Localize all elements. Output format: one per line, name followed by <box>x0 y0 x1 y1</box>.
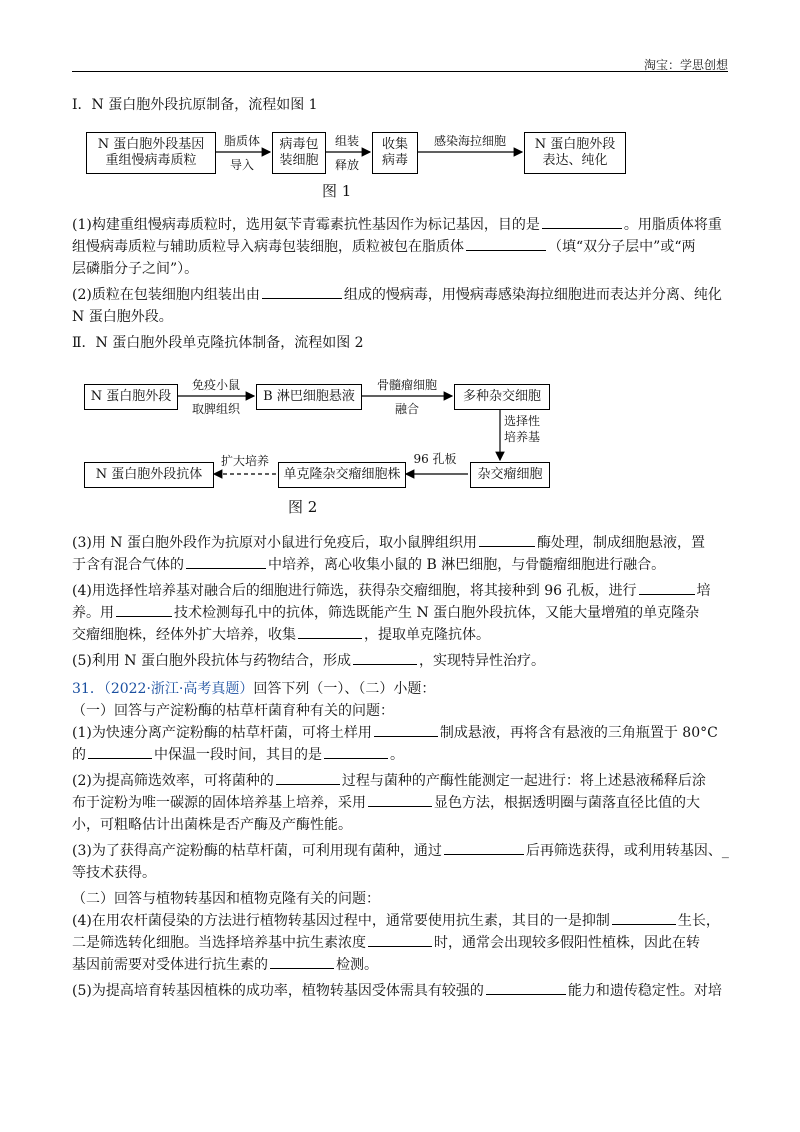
fig1-box3-line1: 收集 <box>381 137 408 152</box>
fig1-arrow1-bottom: 导入 <box>229 158 254 172</box>
s2-q4-text-c: 养。用 <box>72 605 114 621</box>
s2-q4-line1 <box>72 580 728 602</box>
q31-q1-text-a: (1)为快速分离产淀粉酶的枯草杆菌，可将土样用 <box>72 725 372 741</box>
answer-blank[interactable] <box>479 532 535 547</box>
fig1-caption: 图 1 <box>322 182 352 200</box>
s2-q3-line1 <box>72 532 728 554</box>
answer-blank[interactable] <box>324 744 388 759</box>
answer-blank[interactable] <box>486 980 566 995</box>
fig2-caption: 图 2 <box>288 498 318 516</box>
s2-q5-text-a: (5)利用 N 蛋白胞外段抗体与药物结合，形成 <box>72 653 351 669</box>
fig2-box-antigen: N 蛋白胞外段 <box>84 384 178 410</box>
q31-source: （2022·浙江·高考真题） <box>103 681 254 697</box>
fig2-box-antibody: N 蛋白胞外段抗体 <box>84 462 214 488</box>
answer-blank[interactable] <box>368 792 432 807</box>
fig1-box4-line2: 表达、纯化 <box>542 153 608 168</box>
fig1-box1-line2: 重组慢病毒质粒 <box>105 153 197 168</box>
q31-part1-title: （一）回答与产淀粉酶的枯草杆菌育种有关的问题： <box>72 703 394 719</box>
q31-q3-text-a: (3)为了获得高产淀粉酶的枯草杆菌，可利用现有菌种，通过 <box>72 843 442 859</box>
fig1-box3-line2: 病毒 <box>381 153 408 168</box>
s2-q3-line2 <box>72 554 728 576</box>
q31-q4-line1 <box>72 910 728 932</box>
s2-q4-text-f: ，提取单克隆抗体。 <box>364 627 490 643</box>
answer-blank[interactable] <box>276 770 340 785</box>
q31-q2-text-b: 过程与菌种的产酶性能测定一起进行：将上述悬液稀释后涂 <box>341 773 706 789</box>
q31-q4-text-a: (4)在用农杆菌侵染的方法进行植物转基因过程中，通常要使用抗生素，其目的一是抑制 <box>72 913 610 929</box>
q31-q3-line2: 等技术获得。 <box>72 865 156 881</box>
q31-q3-line1 <box>72 840 728 862</box>
answer-blank[interactable] <box>88 744 152 759</box>
s2-q4-text-e: 交瘤细胞株，经体外扩大培养，收集 <box>72 627 296 643</box>
q31-header <box>72 678 728 700</box>
fig1-arrow2-top: 组装 <box>334 134 359 148</box>
q31-q2-text-a: (2)为提高筛选效率，可将菌种的 <box>72 773 274 789</box>
answer-blank[interactable] <box>270 954 334 969</box>
section2-title: Ⅱ．N 蛋白胞外段单克隆抗体制备，流程如图 2 <box>72 335 364 351</box>
q31-q1-text-d: 中保温一段时间，其目的是 <box>154 747 322 763</box>
fig1-arrow3-top: 感染海拉细胞 <box>433 134 506 148</box>
q31-q2-line2 <box>72 792 728 814</box>
s1-q1-line3: 层磷脂分子之间”）。 <box>72 261 199 277</box>
fig2-arrow1-bottom: 取脾组织 <box>191 402 240 416</box>
q31-q2-line3: 小，可粗略估计出菌株是否产酶及产酶性能。 <box>72 817 352 833</box>
q31-q4-text-d: 时，通常会出现较多假阳性植株，因此在转 <box>434 935 700 951</box>
s2-q4-line2 <box>72 602 728 624</box>
q31-q4-text-b: 生长， <box>677 913 720 929</box>
answer-blank[interactable] <box>186 554 266 569</box>
fig2-box-b-cells: B 淋巴细胞悬液 <box>256 384 362 410</box>
answer-blank[interactable] <box>116 602 172 617</box>
fig1-box4-line1: N 蛋白胞外段 <box>534 137 616 152</box>
s1-q1-text-d: （填“双分子层中”或“两 <box>548 239 696 255</box>
s2-q3-text-d: 中培养，离心收集小鼠的 B 淋巴细胞，与骨髓瘤细胞进行融合。 <box>268 557 666 573</box>
q31-q1-text-c: 的 <box>72 747 86 763</box>
s2-q3-text-a: (3)用 N 蛋白胞外段作为抗原对小鼠进行免疫后，取小鼠脾组织用 <box>72 535 477 551</box>
fig1-box2-line1: 病毒包 <box>279 137 319 152</box>
fig2-box-hybridoma: 杂交瘤细胞 <box>470 462 550 488</box>
q31-q4-text-e: 基因前需要对受体进行抗生素的 <box>72 957 268 973</box>
answer-blank[interactable] <box>374 722 438 737</box>
fig2-box-hybrid-cells: 多种杂交细胞 <box>454 384 550 410</box>
q31-q1-line2 <box>72 744 728 766</box>
q31-q2-text-d: 显色方法，根据透明圈与菌落直径比值的大 <box>434 795 700 811</box>
q31-q2-text-c: 布于淀粉为唯一碳源的固体培养基上培养，采用 <box>72 795 366 811</box>
fig1-box2-line2: 装细胞 <box>279 153 319 168</box>
answer-blank[interactable] <box>368 932 432 947</box>
answer-blank[interactable] <box>444 840 524 855</box>
answer-blank[interactable] <box>353 650 417 665</box>
q31-q2-line1 <box>72 770 728 792</box>
header-source: 淘宝：学思创想 <box>643 58 728 72</box>
fig1-arrow2-bottom: 释放 <box>334 158 359 172</box>
s1-q2-line2: N 蛋白胞外段。 <box>72 309 173 325</box>
fig2-arrow3-line2: 培养基 <box>504 430 541 444</box>
q31-q1-line1 <box>72 722 728 744</box>
s2-q4-text-a: (4)用选择性培养基对融合后的细胞进行筛选，获得杂交瘤细胞，将其接种到 96 孔板，进行 <box>72 583 637 599</box>
s1-q1-text-c: 组慢病毒质粒与辅助质粒导入病毒包装细胞，质粒被包在脂质体 <box>72 239 464 255</box>
s1-q2-text-a: (2)质粒在包装细胞内组装出由 <box>72 287 260 303</box>
fig2-arrow3-line1: 选择性 <box>504 414 541 428</box>
s1-q1-text-b: 。用脂质体将重 <box>623 217 722 233</box>
fig1-arrow1-top: 脂质体 <box>223 134 260 148</box>
answer-blank[interactable] <box>298 624 362 639</box>
q31-q4-line2 <box>72 932 728 954</box>
s2-q5-line1 <box>72 650 728 672</box>
q31-q4-line3 <box>72 954 728 976</box>
fig2-arrow1-top: 免疫小鼠 <box>191 378 240 392</box>
s1-q2-text-b: 组成的慢病毒，用慢病毒感染海拉细胞进而表达并分离、纯化 <box>343 287 722 303</box>
s2-q4-text-d: 技术检测每孔中的抗体，筛选既能产生 N 蛋白胞外段抗体，又能大量增殖的单克隆杂 <box>174 605 700 621</box>
s2-q3-text-c: 于含有混合气体的 <box>72 557 184 573</box>
s2-q3-text-b: 酶处理，制成细胞悬液，置 <box>536 535 705 551</box>
s1-q1-text-a: (1)构建重组慢病毒质粒时，选用氨苄青霉素抗性基因作为标记基因，目的是 <box>72 217 540 233</box>
q31-title: 回答下列（一）、（二）小题： <box>253 681 436 697</box>
q31-q4-text-f: 检测。 <box>336 957 378 973</box>
fig2-arrow2-top: 骨髓瘤细胞 <box>376 378 437 392</box>
answer-blank[interactable] <box>612 910 676 925</box>
q31-q1-text-e: 。 <box>390 747 404 763</box>
q31-q1-text-b: 制成悬液，再将含有悬液的三角瓶置于 80°C <box>439 725 718 741</box>
fig2-box-monoclonal-line: 单克隆杂交瘤细胞株 <box>278 462 406 488</box>
section1-title: Ⅰ．N 蛋白胞外段抗原制备，流程如图 1 <box>72 97 318 113</box>
q31-q3-text-b: 后再筛选获得，或利用转基因、_ <box>525 843 729 859</box>
q31-q5-text-a: (5)为提高培育转基因植株的成功率，植物转基因受体需具有较强的 <box>72 983 484 999</box>
q31-number: 31． <box>72 681 104 697</box>
fig1-box1-line1: N 蛋白胞外段基因 <box>97 137 205 152</box>
s2-q4-text-b: 培 <box>696 583 711 599</box>
s2-q5-text-b: ，实现特异性治疗。 <box>418 653 545 669</box>
answer-blank[interactable] <box>639 580 695 595</box>
s2-q4-line3 <box>72 624 728 646</box>
fig2-arrow4: 96 孔板 <box>413 452 457 466</box>
q31-q5-line1 <box>72 980 728 1002</box>
fig2-arrow2-bottom: 融合 <box>394 402 419 416</box>
fig2-arrow5: 扩大培养 <box>220 454 269 468</box>
q31-q4-text-c: 二是筛选转化细胞。当选择培养基中抗生素浓度 <box>72 935 366 951</box>
q31-part2-title: （二）回答与植物转基因和植物克隆有关的问题： <box>72 891 380 907</box>
q31-q5-text-b: 能力和遗传稳定性。对培 <box>567 983 722 999</box>
